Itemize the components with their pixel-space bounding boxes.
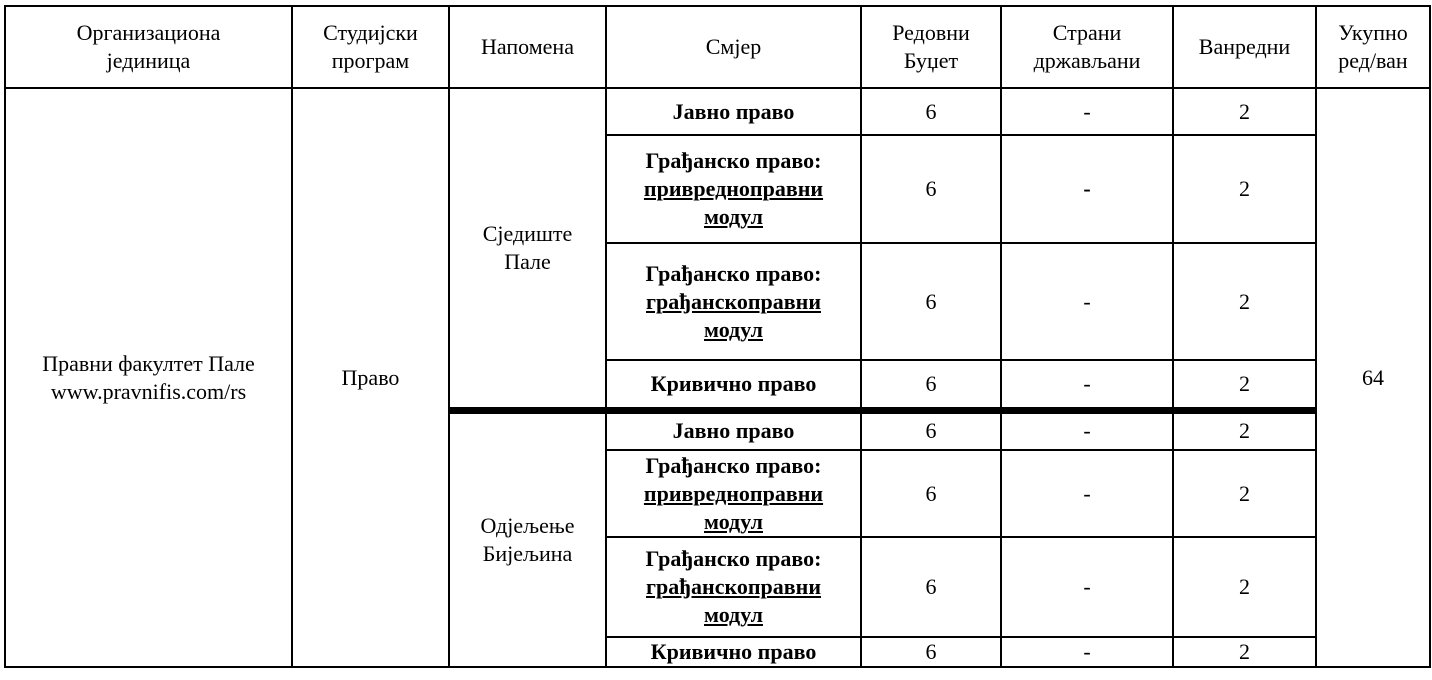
enrollment-table-wrapper <box>4 5 1431 668</box>
extra-cell: 2 <box>1173 537 1316 637</box>
header-row <box>5 6 1430 88</box>
org-unit-cell: Правни факултет Пале www.pravnifis.com/rs <box>5 88 292 667</box>
foreign-cell: - <box>1001 450 1173 537</box>
table-row <box>5 88 1430 135</box>
foreign-cell: - <box>1001 360 1173 410</box>
direction-cell: Грађанско право: грађанскоправни модул <box>606 243 861 360</box>
direction-cell: Грађанско право: грађанскоправни модул <box>606 537 861 637</box>
regular-cell: 6 <box>861 637 1001 667</box>
regular-cell: 6 <box>861 88 1001 135</box>
extra-cell: 2 <box>1173 135 1316 243</box>
header-org-unit: Организациона јединица <box>5 6 292 88</box>
extra-cell: 2 <box>1173 243 1316 360</box>
foreign-cell: - <box>1001 88 1173 135</box>
direction-cell: Кривично право <box>606 360 861 410</box>
study-program-cell: Право <box>292 88 449 667</box>
direction-cell: Грађанско право: привредноправни модул <box>606 135 861 243</box>
header-total: Укупно ред/ван <box>1316 6 1430 88</box>
enrollment-table <box>4 5 1431 668</box>
foreign-cell: - <box>1001 243 1173 360</box>
header-regular-budget: Редовни Буџет <box>861 6 1001 88</box>
extra-cell: 2 <box>1173 450 1316 537</box>
header-extraordinary: Ванредни <box>1173 6 1316 88</box>
direction-cell: Грађанско право: привредноправни модул <box>606 450 861 537</box>
foreign-cell: - <box>1001 637 1173 667</box>
location-cell: Сједиште Пале <box>449 88 606 410</box>
regular-cell: 6 <box>861 537 1001 637</box>
direction-cell: Јавно право <box>606 88 861 135</box>
regular-cell: 6 <box>861 360 1001 410</box>
regular-cell: 6 <box>861 243 1001 360</box>
header-study-program: Студијски програм <box>292 6 449 88</box>
extra-cell: 2 <box>1173 637 1316 667</box>
extra-cell: 2 <box>1173 88 1316 135</box>
header-foreign: Страни држављани <box>1001 6 1173 88</box>
extra-cell: 2 <box>1173 360 1316 410</box>
regular-cell: 6 <box>861 135 1001 243</box>
header-direction: Смјер <box>606 6 861 88</box>
regular-cell: 6 <box>861 410 1001 450</box>
foreign-cell: - <box>1001 410 1173 450</box>
regular-cell: 6 <box>861 450 1001 537</box>
header-note: Напомена <box>449 6 606 88</box>
direction-cell: Јавно право <box>606 410 861 450</box>
total-cell: 64 <box>1316 88 1430 667</box>
direction-cell: Кривично право <box>606 637 861 667</box>
location-cell: Одјељење Бијељина <box>449 410 606 667</box>
foreign-cell: - <box>1001 135 1173 243</box>
extra-cell: 2 <box>1173 410 1316 450</box>
foreign-cell: - <box>1001 537 1173 637</box>
